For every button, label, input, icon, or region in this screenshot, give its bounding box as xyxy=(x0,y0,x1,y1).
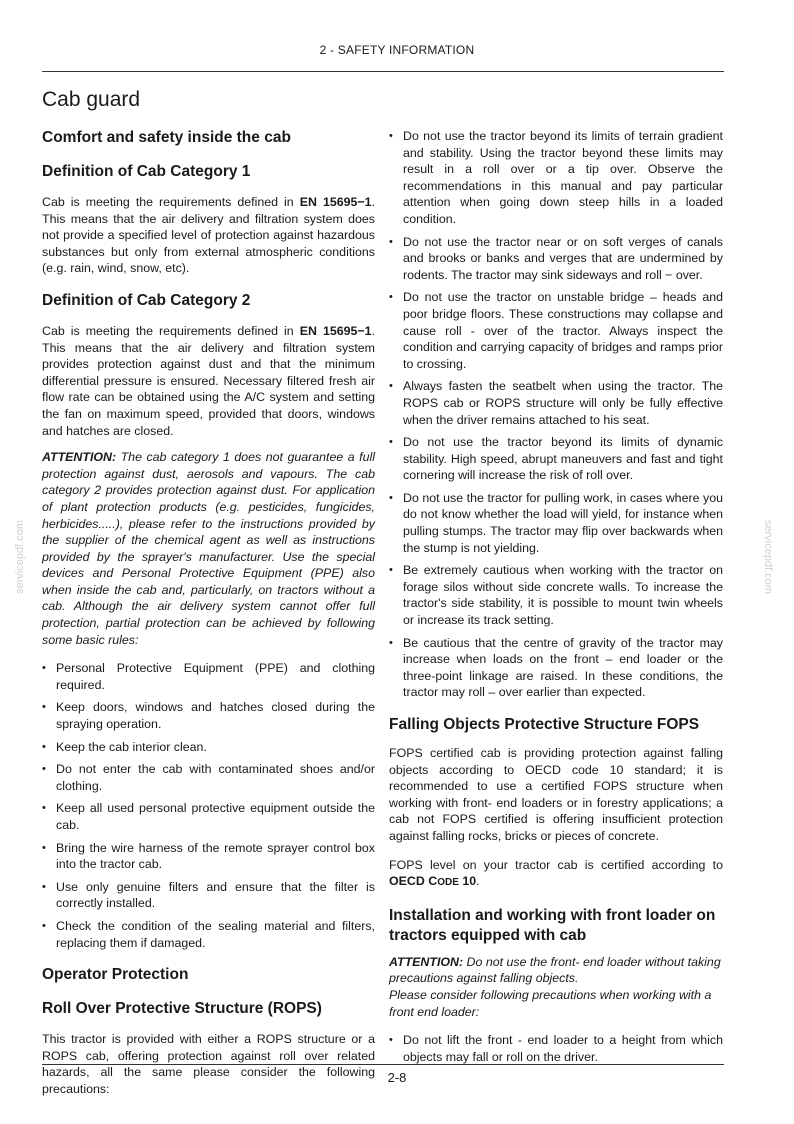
list-item: • Always fasten the seatbelt when using the tractor. The ROPS cab or ROPS structure will only be fully effective when the driver remains attached to his seat. xyxy=(389,378,723,428)
protection-rules-list xyxy=(42,660,375,951)
heading-front-loader: Installation and working with front loader on tractors equipped with cab xyxy=(389,906,716,944)
heading-fops: Falling Objects Protective Structure FOPS xyxy=(389,716,700,733)
heading-cab-category-1: Definition of Cab Category 1 xyxy=(42,163,251,180)
list-item: • Personal Protective Equipment (PPE) and clothing required. xyxy=(42,660,375,693)
list-item: • Use only genuine filters and ensure that the filter is correctly installed. xyxy=(42,879,375,912)
list-item: • Do not lift the front - end loader to a height from which objects may fall or roll on the driver. xyxy=(389,1032,723,1065)
list-item: • Be extremely cautious when working with the tractor on forage silos without side concrete walls. To increase the tractor's side stability, it is possible to mount twin wheels or increase its track setting. xyxy=(389,562,723,628)
footer-rule xyxy=(42,1064,724,1065)
rops-precautions-list xyxy=(389,128,723,701)
list-item: • Keep doors, windows and hatches closed during the spraying operation. xyxy=(42,699,375,732)
heading-operator-protection: Operator Protection xyxy=(42,966,189,984)
list-item: • Do not use the tractor beyond its limits of terrain gradient and stability. Using the tractor beyond these limits may result in a roll over or a tip over. Observe the recommendations in this manual and pay particular attention when going down steep hills in a loaded condition. xyxy=(389,128,723,228)
list-item: • Check the condition of the sealing material and filters, replacing them if damaged. xyxy=(42,918,375,951)
list-item: • Do not enter the cab with contaminated shoes and/or clothing. xyxy=(42,761,375,794)
list-item: • Do not use the tractor for pulling work, in cases where you do not know whether the load will yield, for instance when pulling stumps. The tractor may flip over backwards when the stump is not yielding. xyxy=(389,490,723,556)
list-item: • Keep all used personal protective equipment outside the cab. xyxy=(42,800,375,833)
rops-intro-text: This tractor is provided with either a ROPS structure or a ROPS cab, offering protection against roll over related hazards, all the same please consider the following precautions: xyxy=(42,1032,375,1096)
loader-attention-line2: Please consider following precautions when working with a front end loader: xyxy=(389,987,712,1019)
left-column xyxy=(42,128,375,1106)
heading-rops: Roll Over Protective Structure (ROPS) xyxy=(42,1000,322,1018)
watermark-right: servicepdf.com xyxy=(762,520,774,594)
list-item: • Do not use the tractor on unstable bridge – heads and poor bridge floors. These constructions may collapse and cause roll - over of the tractor. Always inspect the condition and carrying capacity of bridges and ramps prior to crossing. xyxy=(389,289,723,372)
list-item: • Bring the wire harness of the remote sprayer control box into the tractor cab. xyxy=(42,840,375,873)
loader-attention-note: ATTENTION: Do not use the front- end loader without taking precautions against falling objects. xyxy=(389,954,721,986)
page-title: Cab guard xyxy=(42,88,141,111)
section-header: 2 - SAFETY INFORMATION xyxy=(319,43,475,57)
page-number: 2-8 xyxy=(387,1070,407,1085)
list-item: • Be cautious that the centre of gravity of the tractor may increase when loads on the front – end loader or the three-point linkage are raised. In these conditions, the tractor may roll – over earlier than expected. xyxy=(389,635,723,701)
fops-text: FOPS certified cab is providing protection against falling objects according to OECD code 10 standard; it is recommended to use a certified FOPS structure when working with front- end loaders or in forestry applications; a cab not FOPS certified is offering insufficient protection against falling rocks, bricks or pieces of concrete. xyxy=(389,746,723,843)
watermark-left: servicepdf.com xyxy=(14,520,26,594)
fops-level-text: FOPS level on your tractor cab is certified according to OECD CODE 10. xyxy=(389,857,723,889)
list-item: • Keep the cab interior clean. xyxy=(42,739,375,756)
loader-precautions-list xyxy=(389,1032,723,1065)
heading-comfort: Comfort and safety inside the cab xyxy=(42,129,291,146)
heading-cab-category-2: Definition of Cab Category 2 xyxy=(42,291,251,309)
header-rule xyxy=(42,71,724,72)
right-column xyxy=(389,128,723,1071)
cab-category-2-text: Cab is meeting the requirements defined in EN 15695−1. This means that the air delivery and filtration system provides protection against dust and that the minimum differential pressure is ensured. Necessary filtered fresh air flow rate can be obtained using the A/C system and setting the fan on maximum speed, provided that doors, windows and hatches are closed. xyxy=(42,323,376,438)
list-item: • Do not use the tractor beyond its limits of dynamic stability. High speed, abrupt maneuvers and fast and tight cornering will increase the risk of roll over. xyxy=(389,434,723,484)
attention-note: ATTENTION: The cab category 1 does not guarantee a full protection against dust, aerosols and vapours. The cab category 2 provides protection against dust. For application of plant protection products (e.g. pesticides, fungicides, herbicides.....), please refer to the instructions provided by the supplier of the chemical agent as well as instructions provided by the sprayer's manufacturer. Use the special devices and Personal Protective Equipment (PPE) also when inside the cab and, particularly, on tractors without a cab. Although the air delivery system cannot offer full protection, partial protection can be achieved by following some basic rules: xyxy=(42,450,375,647)
cab-category-1-text: Cab is meeting the requirements defined in EN 15695−1. This means that the air delivery and filtration system does not provide a specified level of protection against hazardous substances but only from external atmospheric conditions (e.g. rain, wind, snow, etc). xyxy=(42,195,376,276)
list-item: • Do not use the tractor near or on soft verges of canals and brooks or banks and verges that are undermined by rodents. The tractor may sink sideways and roll − over. xyxy=(389,234,723,284)
